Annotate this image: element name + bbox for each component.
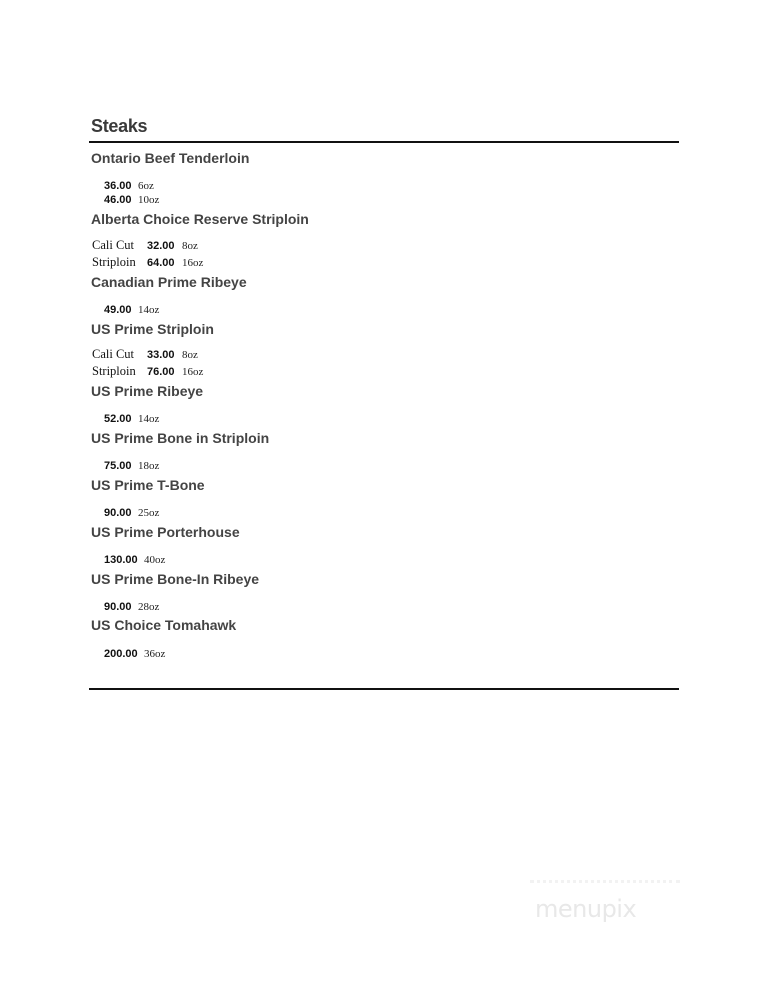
item-name-us-prime-t-bone: US Prime T-Bone <box>91 477 205 493</box>
item-price: 200.00 <box>104 648 138 660</box>
item-name-canadian-prime-ribeye: Canadian Prime Ribeye <box>91 274 247 290</box>
item-size: 28oz <box>138 601 160 613</box>
item-price: 75.00 <box>104 460 132 472</box>
item-size: 6oz <box>138 180 154 192</box>
item-name-us-prime-ribeye: US Prime Ribeye <box>91 383 204 399</box>
item-price: 90.00 <box>104 507 132 519</box>
item-size: 14oz <box>138 413 160 425</box>
item-size: 8oz <box>182 349 198 361</box>
item-name-us-prime-striploin: US Prime Striploin <box>91 321 214 337</box>
item-name-us-prime-bone-in-striploin: US Prime Bone in Striploin <box>91 430 270 446</box>
item-name-alberta-choice-reserve-striploin: Alberta Choice Reserve Striploin <box>91 211 309 227</box>
item-price: 36.00 <box>104 180 132 192</box>
item-size: 8oz <box>182 240 198 252</box>
item-price: 32.00 <box>147 240 175 252</box>
item-price: 52.00 <box>104 413 132 425</box>
item-size: 18oz <box>138 460 160 472</box>
item-name-us-prime-porterhouse: US Prime Porterhouse <box>91 524 240 540</box>
item-price: 46.00 <box>104 194 132 206</box>
bottom-divider <box>89 688 679 690</box>
item-price: 49.00 <box>104 304 132 316</box>
item-size: 14oz <box>138 304 160 316</box>
watermark-decoration <box>530 880 680 889</box>
item-price: 76.00 <box>147 366 175 378</box>
item-cut-label: Striploin <box>92 364 136 378</box>
item-cut-label: Striploin <box>92 255 136 269</box>
item-price: 33.00 <box>147 349 175 361</box>
item-price: 64.00 <box>147 257 175 269</box>
item-name-ontario-beef-tenderloin: Ontario Beef Tenderloin <box>91 150 250 166</box>
item-price: 90.00 <box>104 601 132 613</box>
item-cut-label: Cali Cut <box>92 238 135 252</box>
item-size: 36oz <box>144 648 166 660</box>
watermark: menupix <box>535 895 637 923</box>
item-name-us-choice-tomahawk: US Choice Tomahawk <box>91 617 237 633</box>
item-size: 16oz <box>182 257 204 269</box>
item-size: 16oz <box>182 366 204 378</box>
item-size: 25oz <box>138 507 160 519</box>
item-size: 40oz <box>144 554 166 566</box>
item-cut-label: Cali Cut <box>92 347 135 361</box>
top-divider <box>89 141 679 143</box>
item-name-us-prime-bone-in-ribeye: US Prime Bone-In Ribeye <box>91 571 260 587</box>
item-size: 10oz <box>138 194 160 206</box>
section-title: Steaks <box>91 116 148 136</box>
item-price: 130.00 <box>104 554 138 566</box>
